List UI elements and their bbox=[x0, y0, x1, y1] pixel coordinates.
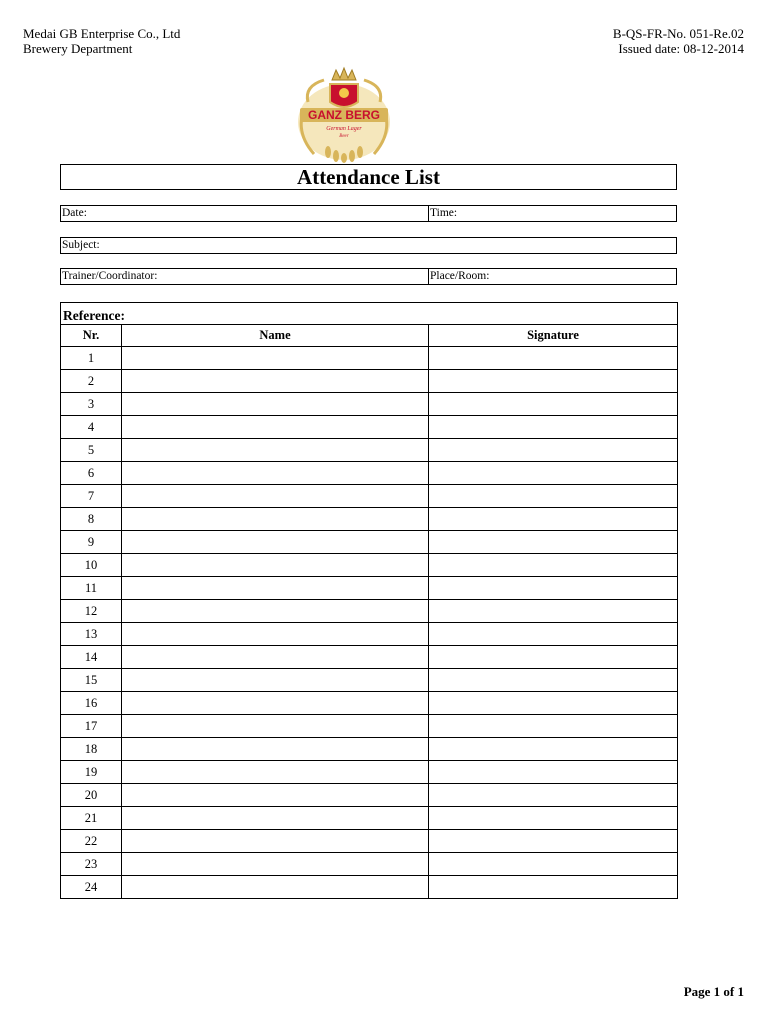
name-cell[interactable] bbox=[122, 623, 429, 646]
signature-cell[interactable] bbox=[429, 347, 678, 370]
name-cell[interactable] bbox=[122, 715, 429, 738]
row-number: 23 bbox=[61, 853, 122, 876]
name-cell[interactable] bbox=[122, 416, 429, 439]
row-number: 6 bbox=[61, 462, 122, 485]
name-cell[interactable] bbox=[122, 761, 429, 784]
logo-tagline-text: German Lager bbox=[326, 126, 362, 132]
row-number: 19 bbox=[61, 761, 122, 784]
signature-cell[interactable] bbox=[429, 485, 678, 508]
row-number: 9 bbox=[61, 531, 122, 554]
row-number: 22 bbox=[61, 830, 122, 853]
row-number: 2 bbox=[61, 370, 122, 393]
row-number: 11 bbox=[61, 577, 122, 600]
row-number: 10 bbox=[61, 554, 122, 577]
table-row bbox=[61, 600, 678, 623]
department-name: Brewery Department bbox=[23, 41, 133, 56]
row-number: 21 bbox=[61, 807, 122, 830]
name-cell[interactable] bbox=[122, 830, 429, 853]
reference-label[interactable]: Reference: bbox=[61, 303, 678, 325]
row-number: 14 bbox=[61, 646, 122, 669]
name-cell[interactable] bbox=[122, 347, 429, 370]
name-cell[interactable] bbox=[122, 531, 429, 554]
row-number: 13 bbox=[61, 623, 122, 646]
signature-cell[interactable] bbox=[429, 669, 678, 692]
row-number: 5 bbox=[61, 439, 122, 462]
signature-cell[interactable] bbox=[429, 853, 678, 876]
row-number: 1 bbox=[61, 347, 122, 370]
table-row bbox=[61, 462, 678, 485]
logo-brand-text: GANZ BERG bbox=[308, 108, 380, 122]
signature-cell[interactable] bbox=[429, 623, 678, 646]
row-number: 15 bbox=[61, 669, 122, 692]
table-row bbox=[61, 853, 678, 876]
signature-cell[interactable] bbox=[429, 508, 678, 531]
logo-sub-text: Beer bbox=[339, 134, 349, 139]
date-label: Date: bbox=[62, 207, 87, 219]
table-row bbox=[61, 761, 678, 784]
table-row bbox=[61, 416, 678, 439]
signature-cell[interactable] bbox=[429, 577, 678, 600]
form-number: B-QS-FR-No. 051-Re.02 bbox=[612, 26, 744, 41]
table-row bbox=[61, 393, 678, 416]
row-number: 3 bbox=[61, 393, 122, 416]
name-cell[interactable] bbox=[122, 784, 429, 807]
signature-cell[interactable] bbox=[429, 692, 678, 715]
signature-cell[interactable] bbox=[429, 784, 678, 807]
column-header-signature: Signature bbox=[429, 325, 678, 347]
page-number: Page 1 of 1 bbox=[683, 984, 744, 999]
subject-field[interactable] bbox=[61, 238, 676, 253]
date-field[interactable] bbox=[61, 206, 429, 221]
signature-cell[interactable] bbox=[429, 646, 678, 669]
name-cell[interactable] bbox=[122, 600, 429, 623]
document-title: Attendance List bbox=[60, 164, 677, 190]
issued-date: Issued date: 08-12-2014 bbox=[618, 41, 744, 56]
attendance-table bbox=[60, 302, 678, 899]
signature-cell[interactable] bbox=[429, 738, 678, 761]
name-cell[interactable] bbox=[122, 853, 429, 876]
subject-row bbox=[60, 237, 677, 254]
signature-cell[interactable] bbox=[429, 370, 678, 393]
table-row bbox=[61, 784, 678, 807]
table-row bbox=[61, 738, 678, 761]
signature-cell[interactable] bbox=[429, 830, 678, 853]
table-row bbox=[61, 807, 678, 830]
name-cell[interactable] bbox=[122, 738, 429, 761]
trainer-field[interactable] bbox=[61, 269, 429, 284]
row-number: 17 bbox=[61, 715, 122, 738]
table-row bbox=[61, 669, 678, 692]
name-cell[interactable] bbox=[122, 508, 429, 531]
row-number: 7 bbox=[61, 485, 122, 508]
row-number: 8 bbox=[61, 508, 122, 531]
name-cell[interactable] bbox=[122, 669, 429, 692]
time-label: Time: bbox=[430, 207, 458, 219]
name-cell[interactable] bbox=[122, 370, 429, 393]
name-cell[interactable] bbox=[122, 462, 429, 485]
signature-cell[interactable] bbox=[429, 554, 678, 577]
table-row bbox=[61, 715, 678, 738]
signature-cell[interactable] bbox=[429, 531, 678, 554]
table-row bbox=[61, 347, 678, 370]
place-label: Place/Room: bbox=[430, 270, 490, 282]
name-cell[interactable] bbox=[122, 393, 429, 416]
row-number: 4 bbox=[61, 416, 122, 439]
table-row bbox=[61, 692, 678, 715]
table-row bbox=[61, 577, 678, 600]
table-row bbox=[61, 554, 678, 577]
table-row bbox=[61, 485, 678, 508]
name-cell[interactable] bbox=[122, 692, 429, 715]
name-cell[interactable] bbox=[122, 485, 429, 508]
trainer-label: Trainer/Coordinator: bbox=[62, 270, 158, 282]
company-name: Medai GB Enterprise Co., Ltd bbox=[23, 26, 181, 41]
table-row bbox=[61, 370, 678, 393]
row-number: 16 bbox=[61, 692, 122, 715]
column-header-nr: Nr. bbox=[61, 325, 122, 347]
subject-label: Subject: bbox=[62, 239, 100, 251]
signature-cell[interactable] bbox=[429, 715, 678, 738]
table-row bbox=[61, 439, 678, 462]
table-row bbox=[61, 531, 678, 554]
table-row bbox=[61, 508, 678, 531]
place-field[interactable] bbox=[429, 269, 676, 284]
name-cell[interactable] bbox=[122, 554, 429, 577]
header-right bbox=[613, 26, 744, 56]
table-row bbox=[61, 830, 678, 853]
trainer-place-row bbox=[60, 268, 677, 285]
table-row bbox=[61, 646, 678, 669]
row-number: 12 bbox=[61, 600, 122, 623]
signature-cell[interactable] bbox=[429, 416, 678, 439]
name-cell[interactable] bbox=[122, 807, 429, 830]
table-row bbox=[61, 623, 678, 646]
name-cell[interactable] bbox=[122, 439, 429, 462]
signature-cell[interactable] bbox=[429, 439, 678, 462]
signature-cell[interactable] bbox=[429, 761, 678, 784]
name-cell[interactable] bbox=[122, 646, 429, 669]
ganzberg-logo bbox=[294, 66, 394, 164]
signature-cell[interactable] bbox=[429, 807, 678, 830]
signature-cell[interactable] bbox=[429, 462, 678, 485]
name-cell[interactable] bbox=[122, 876, 429, 899]
time-field[interactable] bbox=[429, 206, 676, 221]
row-number: 18 bbox=[61, 738, 122, 761]
name-cell[interactable] bbox=[122, 577, 429, 600]
header-left bbox=[23, 26, 180, 56]
signature-cell[interactable] bbox=[429, 600, 678, 623]
attendance-rows bbox=[61, 347, 678, 899]
signature-cell[interactable] bbox=[429, 876, 678, 899]
row-number: 20 bbox=[61, 784, 122, 807]
signature-cell[interactable] bbox=[429, 393, 678, 416]
column-header-name: Name bbox=[122, 325, 429, 347]
row-number: 24 bbox=[61, 876, 122, 899]
date-time-row bbox=[60, 205, 677, 222]
table-row bbox=[61, 876, 678, 899]
